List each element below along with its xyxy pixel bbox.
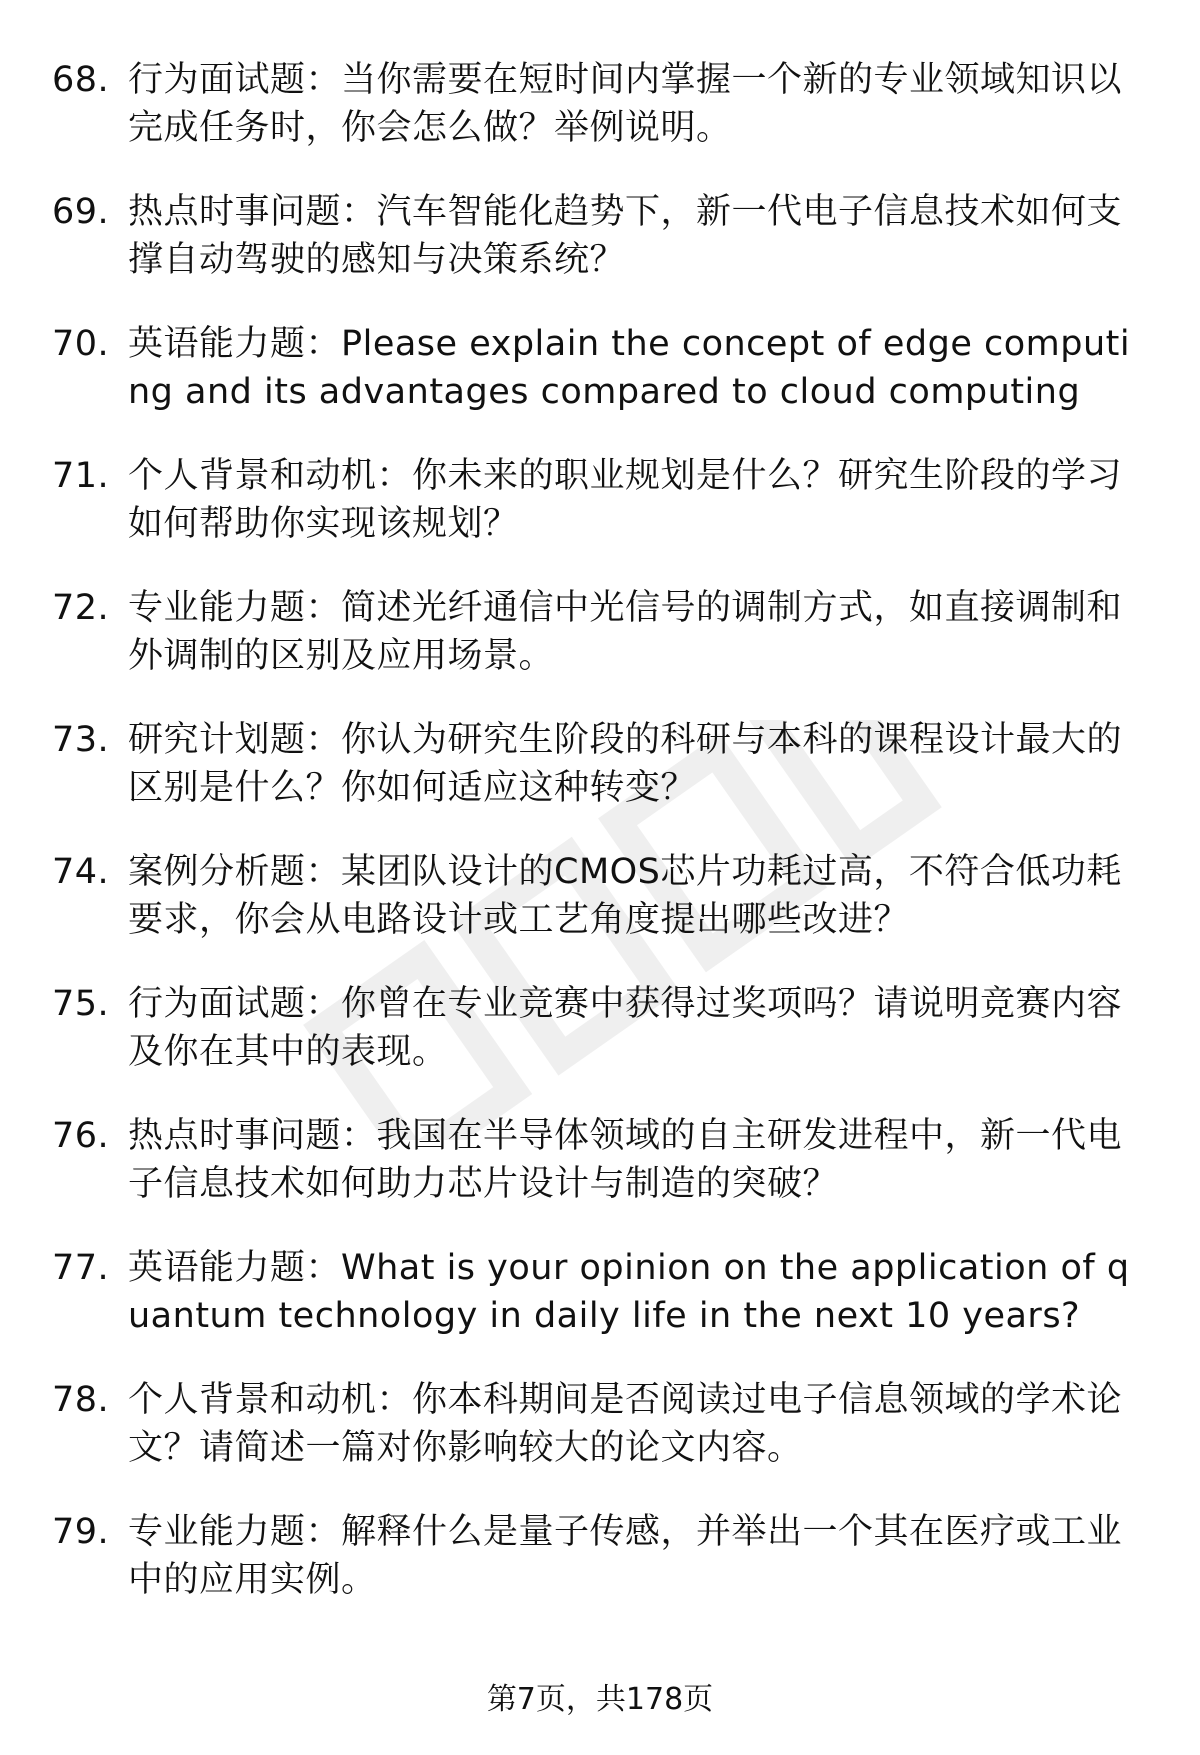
- list-item: [52, 452, 1152, 584]
- question-number: 70.: [52, 324, 110, 364]
- question-number: 79.: [52, 1512, 110, 1552]
- question-text: 热点时事问题：汽车智能化趋势下，新一代电子信息技术如何支撑自动驾驶的感知与决策系统？: [128, 192, 1123, 280]
- question-text: 英语能力题：What is your opinion on the application of quantum technology in daily life in the next 10 years?: [128, 1248, 1130, 1336]
- question-text: 个人背景和动机：你本科期间是否阅读过电子信息领域的学术论文？请简述一篇对你影响较大的论文内容。: [128, 1380, 1123, 1468]
- question-number: 68.: [52, 60, 110, 100]
- question-number: 69.: [52, 192, 110, 232]
- page-footer: 第7页，共178页: [486, 1682, 714, 1717]
- question-text: 研究计划题：你认为研究生阶段的科研与本科的课程设计最大的区别是什么？你如何适应这种转变？: [128, 720, 1123, 808]
- list-item: [52, 980, 1152, 1112]
- question-number: 78.: [52, 1380, 110, 1420]
- list-item: [52, 1508, 1152, 1640]
- question-number: 74.: [52, 852, 110, 892]
- list-item: [52, 188, 1152, 320]
- list-item: [52, 320, 1152, 452]
- question-text: 行为面试题：你曾在专业竞赛中获得过奖项吗？请说明竞赛内容及你在其中的表现。: [128, 984, 1123, 1072]
- list-item: [52, 848, 1152, 980]
- question-number: 73.: [52, 720, 110, 760]
- question-number: 72.: [52, 588, 110, 628]
- question-text: 案例分析题：某团队设计的CMOS芯片功耗过高，不符合低功耗要求，你会从电路设计或工艺角度提出哪些改进？: [128, 852, 1122, 940]
- question-number: 77.: [52, 1248, 110, 1288]
- list-item: [52, 56, 1152, 188]
- question-text: 行为面试题：当你需要在短时间内掌握一个新的专业领域知识以完成任务时，你会怎么做？举例说明。: [128, 60, 1123, 148]
- question-list: [52, 56, 1152, 1640]
- list-item: [52, 1376, 1152, 1508]
- question-text: 热点时事问题：我国在半导体领域的自主研发进程中，新一代电子信息技术如何助力芯片设计与制造的突破？: [128, 1116, 1123, 1204]
- question-number: 75.: [52, 984, 110, 1024]
- question-text: 个人背景和动机：你未来的职业规划是什么？研究生阶段的学习如何帮助你实现该规划？: [128, 456, 1123, 544]
- question-number: 76.: [52, 1116, 110, 1156]
- question-text: 英语能力题：Please explain the concept of edge computing and its advantages compared to cloud computing: [128, 324, 1131, 412]
- list-item: [52, 716, 1152, 848]
- list-item: [52, 1244, 1152, 1376]
- question-text: 专业能力题：解释什么是量子传感，并举出一个其在医疗或工业中的应用实例。: [128, 1512, 1123, 1600]
- list-item: [52, 1112, 1152, 1244]
- question-text: 专业能力题：简述光纤通信中光信号的调制方式，如直接调制和外调制的区别及应用场景。: [128, 588, 1123, 676]
- list-item: [52, 584, 1152, 716]
- question-number: 71.: [52, 456, 110, 496]
